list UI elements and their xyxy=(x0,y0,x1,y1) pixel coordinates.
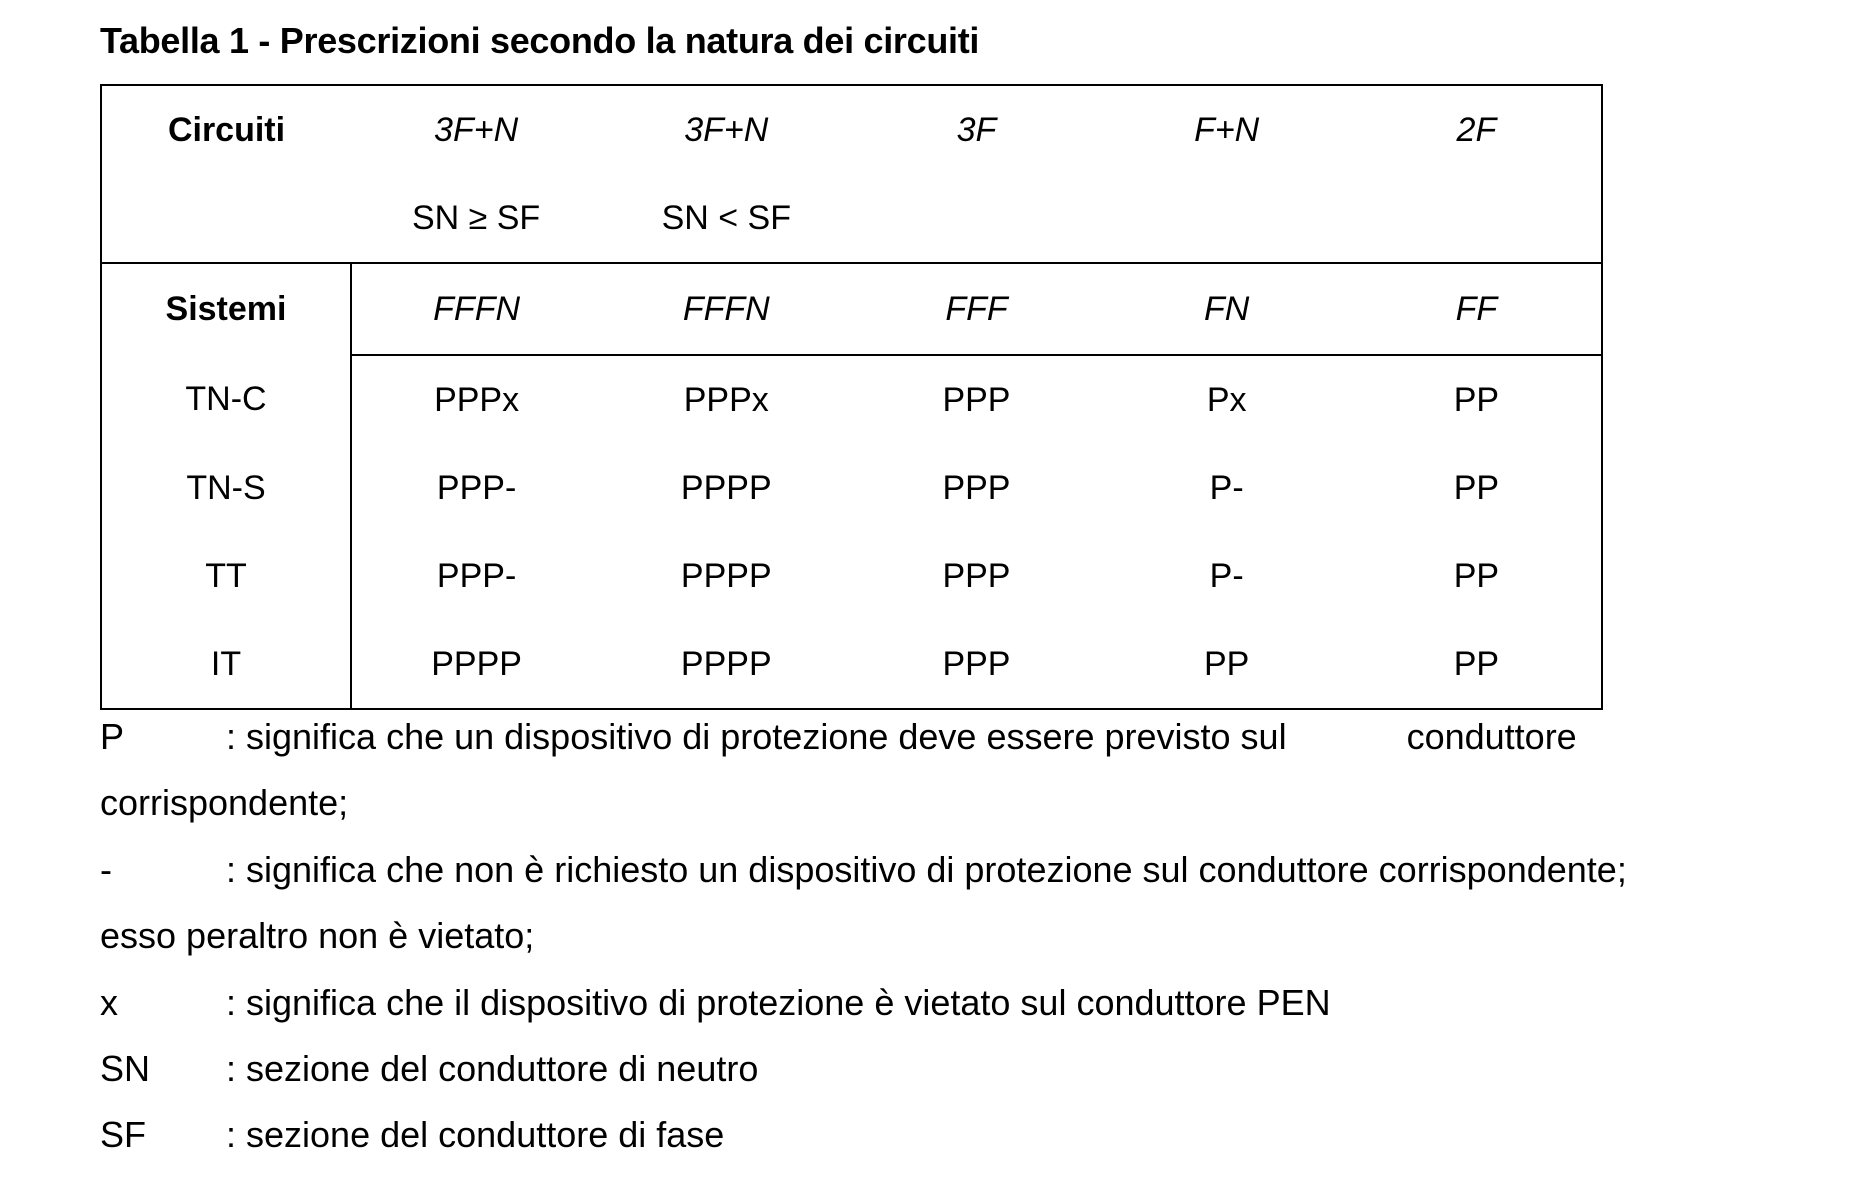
table-cell: PPP- xyxy=(436,556,517,595)
conductor-header: FF xyxy=(1352,263,1602,355)
prescriptions-table-container xyxy=(100,84,1603,710)
conditions-row xyxy=(101,174,1602,263)
legend-sn-line xyxy=(100,1048,758,1090)
condition-cell: SN < SF xyxy=(661,198,791,237)
table-cell: PPPP xyxy=(680,644,772,683)
legend-text: : significa che un dispositivo di protezione deve essere previsto sul xyxy=(226,716,1287,757)
table-row xyxy=(101,532,1602,620)
table-cell: Px xyxy=(1102,355,1352,444)
empty-cell xyxy=(101,174,351,263)
legend-sf-line xyxy=(100,1114,724,1156)
circuits-label: Circuiti xyxy=(167,110,286,149)
table-cell: PPP xyxy=(942,644,1011,683)
condition-cell xyxy=(1352,174,1602,263)
condition-cell xyxy=(851,174,1101,263)
conductor-header: FFFN xyxy=(601,263,851,355)
system-name: IT xyxy=(101,620,351,709)
legend-x-line xyxy=(100,982,1331,1024)
circuit-header: 2F xyxy=(1456,110,1497,149)
legend-text: : significa che il dispositivo di protezione è vietato sul conduttore PEN xyxy=(226,982,1331,1023)
systems-label: Sistemi xyxy=(101,263,351,355)
legend-dash-line xyxy=(100,849,1627,891)
table-cell: PP xyxy=(1352,355,1602,444)
table-cell: PP xyxy=(1453,556,1500,595)
table-row xyxy=(101,444,1602,532)
circuit-header: F+N xyxy=(1194,110,1260,149)
table-cell: PPPP xyxy=(680,468,772,507)
system-name: TN-C xyxy=(101,355,351,444)
table-cell: P- xyxy=(1209,556,1244,595)
legend-text: : sezione del conduttore di neutro xyxy=(226,1048,759,1089)
circuit-header: 3F xyxy=(956,110,997,149)
table-row xyxy=(101,355,1602,444)
legend-symbol: - xyxy=(100,849,112,890)
conductor-header: FN xyxy=(1102,263,1352,355)
table-cell: P- xyxy=(1209,468,1244,507)
table-cell: PP xyxy=(1203,644,1250,683)
system-name: TT xyxy=(101,532,351,620)
condition-cell xyxy=(1102,174,1352,263)
prescriptions-table xyxy=(100,84,1603,710)
circuits-header-row xyxy=(101,85,1602,174)
table-cell: PPPx xyxy=(351,355,601,444)
conductor-header: FFFN xyxy=(351,263,601,355)
table-cell: PPPP xyxy=(680,556,772,595)
legend-text: conduttore xyxy=(1406,716,1577,757)
table-cell: PPP xyxy=(942,556,1011,595)
conductor-header: FFF xyxy=(851,263,1101,355)
legend-p-line xyxy=(100,716,1577,758)
table-row xyxy=(101,620,1602,709)
table-cell: PPPP xyxy=(431,644,522,683)
legend-symbol: SN xyxy=(100,1048,151,1089)
table-cell: PPP- xyxy=(436,468,517,507)
legend-text: : sezione del conduttore di fase xyxy=(226,1114,725,1155)
legend-dash-continuation: esso peraltro non è vietato; xyxy=(100,915,535,956)
table-cell: PPPx xyxy=(601,355,851,444)
table-cell: PP xyxy=(1453,468,1500,507)
legend-p-continuation: corrispondente; xyxy=(100,782,349,823)
table-cell: PPP xyxy=(942,468,1011,507)
condition-cell: SN ≥ SF xyxy=(411,198,541,237)
legend-text: : significa che non è richiesto un dispositivo di protezione sul conduttore corrispondente; xyxy=(226,849,1627,890)
legend-symbol: P xyxy=(100,716,125,757)
circuit-header: 3F+N xyxy=(434,110,519,149)
system-name: TN-S xyxy=(101,444,351,532)
table-title: Tabella 1 - Prescrizioni secondo la natura dei circuiti xyxy=(100,20,980,61)
systems-header-row xyxy=(101,263,1602,355)
legend-symbol: x xyxy=(100,982,118,1023)
circuit-header: 3F+N xyxy=(684,110,769,149)
legend-symbol: SF xyxy=(100,1114,147,1155)
table-cell: PPP xyxy=(851,355,1101,444)
table-cell: PP xyxy=(1453,644,1500,683)
